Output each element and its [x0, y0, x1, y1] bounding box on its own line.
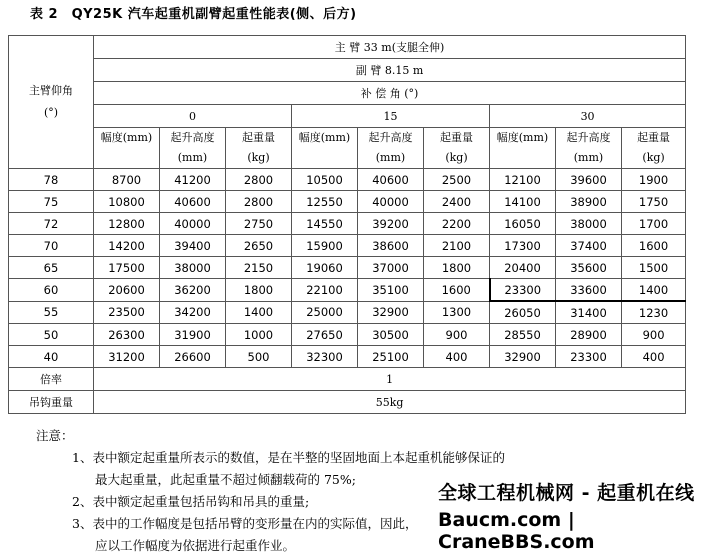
angle-cell: 70 [9, 235, 94, 257]
value-cell: 31400 [556, 301, 622, 324]
value-cell: 39200 [358, 213, 424, 235]
load-label: 起重量 [242, 131, 275, 144]
rate-label: 倍率 [9, 368, 94, 391]
lift-height-header [358, 128, 424, 169]
table-row [9, 324, 686, 346]
radius-header: 幅度(mm) [490, 128, 556, 169]
value-cell: 27650 [292, 324, 358, 346]
value-cell: 28900 [556, 324, 622, 346]
value-cell: 1400 [622, 279, 686, 302]
offset-angle-header: 补 偿 角 (°) [94, 82, 686, 105]
value-cell: 40600 [358, 169, 424, 191]
angle-cell: 75 [9, 191, 94, 213]
value-cell: 40600 [160, 191, 226, 213]
table-row [9, 235, 686, 257]
value-cell: 20400 [490, 257, 556, 279]
value-cell: 1600 [424, 279, 490, 302]
offset-30-header: 30 [490, 105, 686, 128]
value-cell: 14550 [292, 213, 358, 235]
value-cell: 32900 [358, 301, 424, 324]
watermark-line-1: 全球工程机械网 - 起重机在线 [438, 482, 695, 504]
boom-angle-header [9, 36, 94, 169]
value-cell: 1230 [622, 301, 686, 324]
value-cell: 34200 [160, 301, 226, 324]
value-cell: 28550 [490, 324, 556, 346]
note-1: 1、表中额定起重量所表示的数值，是在半整的坚固地面上本起重机能够保证的 [72, 450, 505, 465]
value-cell: 2500 [424, 169, 490, 191]
performance-table [8, 35, 686, 414]
angle-cell: 60 [9, 279, 94, 302]
angle-cell: 72 [9, 213, 94, 235]
value-cell: 12550 [292, 191, 358, 213]
table-row [9, 257, 686, 279]
value-cell: 26300 [94, 324, 160, 346]
value-cell: 23300 [556, 346, 622, 368]
value-cell: 39400 [160, 235, 226, 257]
angle-cell: 78 [9, 169, 94, 191]
hook-weight-value: 55kg [94, 391, 686, 414]
value-cell: 1500 [622, 257, 686, 279]
jib-header: 副 臂 8.15 m [94, 59, 686, 82]
value-cell: 38900 [556, 191, 622, 213]
value-cell: 19060 [292, 257, 358, 279]
value-cell: 22100 [292, 279, 358, 302]
value-cell: 38600 [358, 235, 424, 257]
note-1-continued: 最大起重量，此起重量不超过倾翻载荷的 75%; [95, 472, 356, 487]
value-cell: 14100 [490, 191, 556, 213]
value-cell: 23500 [94, 301, 160, 324]
value-cell: 17500 [94, 257, 160, 279]
value-cell: 500 [226, 346, 292, 368]
value-cell: 36200 [160, 279, 226, 302]
lift-height-label: 起升高度 [566, 131, 611, 144]
value-cell: 400 [622, 346, 686, 368]
lift-height-unit: (mm) [375, 151, 406, 164]
note-3-continued: 应以工作幅度为依据进行起重作业。 [95, 538, 296, 553]
value-cell: 40000 [358, 191, 424, 213]
value-cell: 2200 [424, 213, 490, 235]
load-unit: (kg) [642, 151, 665, 164]
value-cell: 2100 [424, 235, 490, 257]
lift-height-label: 起升高度 [368, 131, 413, 144]
value-cell: 12800 [94, 213, 160, 235]
value-cell: 26600 [160, 346, 226, 368]
rate-value: 1 [94, 368, 686, 391]
note-2: 2、表中额定起重量包括吊钩和吊具的重量; [72, 494, 310, 509]
value-cell: 38000 [160, 257, 226, 279]
lift-height-unit: (mm) [573, 151, 604, 164]
angle-cell: 65 [9, 257, 94, 279]
value-cell: 25100 [358, 346, 424, 368]
load-header [226, 128, 292, 169]
load-header [622, 128, 686, 169]
value-cell: 10800 [94, 191, 160, 213]
table-title: 表 2 QY25K 汽车起重机副臂起重性能表(侧、后方) [30, 7, 357, 22]
value-cell: 33600 [556, 279, 622, 302]
lift-height-unit: (mm) [177, 151, 208, 164]
load-unit: (kg) [247, 151, 270, 164]
load-unit: (kg) [445, 151, 468, 164]
value-cell: 1800 [226, 279, 292, 302]
load-label: 起重量 [637, 131, 671, 144]
load-header [424, 128, 490, 169]
radius-header: 幅度(mm) [292, 128, 358, 169]
boom-angle-label: 主臂仰角 [29, 84, 73, 97]
value-cell: 26050 [490, 301, 556, 324]
value-cell: 35600 [556, 257, 622, 279]
value-cell: 23300 [490, 279, 556, 302]
note-3: 3、表中的工作幅度是包括吊臂的变形量在内的实际值，因此， [72, 516, 418, 531]
value-cell: 37400 [556, 235, 622, 257]
value-cell: 900 [424, 324, 490, 346]
table-row [9, 301, 686, 324]
value-cell: 30500 [358, 324, 424, 346]
angle-cell: 50 [9, 324, 94, 346]
value-cell: 1700 [622, 213, 686, 235]
boom-angle-unit: (°) [43, 106, 59, 119]
value-cell: 2800 [226, 169, 292, 191]
value-cell: 1300 [424, 301, 490, 324]
value-cell: 1900 [622, 169, 686, 191]
lift-height-header [160, 128, 226, 169]
value-cell: 2650 [226, 235, 292, 257]
value-cell: 1600 [622, 235, 686, 257]
table-row [9, 213, 686, 235]
watermark-line-2: Baucm.com | CraneBBS.com [438, 509, 595, 553]
value-cell: 38000 [556, 213, 622, 235]
value-cell: 20600 [94, 279, 160, 302]
value-cell: 39600 [556, 169, 622, 191]
table-row [9, 279, 686, 302]
value-cell: 16050 [490, 213, 556, 235]
value-cell: 400 [424, 346, 490, 368]
value-cell: 1750 [622, 191, 686, 213]
notes-heading: 注意： [36, 428, 74, 443]
value-cell: 25000 [292, 301, 358, 324]
angle-cell: 55 [9, 301, 94, 324]
load-label: 起重量 [440, 131, 473, 144]
value-cell: 37000 [358, 257, 424, 279]
value-cell: 10500 [292, 169, 358, 191]
table-row [9, 191, 686, 213]
main-boom-header: 主 臂 33 m(支腿全伸) [94, 36, 686, 59]
value-cell: 40000 [160, 213, 226, 235]
value-cell: 35100 [358, 279, 424, 302]
value-cell: 8700 [94, 169, 160, 191]
lift-height-header [556, 128, 622, 169]
value-cell: 2150 [226, 257, 292, 279]
lift-height-label: 起升高度 [170, 131, 215, 144]
value-cell: 12100 [490, 169, 556, 191]
value-cell: 32300 [292, 346, 358, 368]
value-cell: 14200 [94, 235, 160, 257]
value-cell: 31900 [160, 324, 226, 346]
value-cell: 1000 [226, 324, 292, 346]
radius-header: 幅度(mm) [94, 128, 160, 169]
value-cell: 900 [622, 324, 686, 346]
offset-0-header: 0 [94, 105, 292, 128]
value-cell: 15900 [292, 235, 358, 257]
angle-cell: 40 [9, 346, 94, 368]
site-watermark [438, 478, 726, 553]
value-cell: 2800 [226, 191, 292, 213]
value-cell: 1400 [226, 301, 292, 324]
hook-weight-label: 吊钩重量 [9, 391, 94, 414]
value-cell: 31200 [94, 346, 160, 368]
value-cell: 32900 [490, 346, 556, 368]
value-cell: 17300 [490, 235, 556, 257]
value-cell: 2750 [226, 213, 292, 235]
value-cell: 1800 [424, 257, 490, 279]
value-cell: 41200 [160, 169, 226, 191]
table-row [9, 346, 686, 368]
value-cell: 2400 [424, 191, 490, 213]
offset-15-header: 15 [292, 105, 490, 128]
table-row [9, 169, 686, 191]
